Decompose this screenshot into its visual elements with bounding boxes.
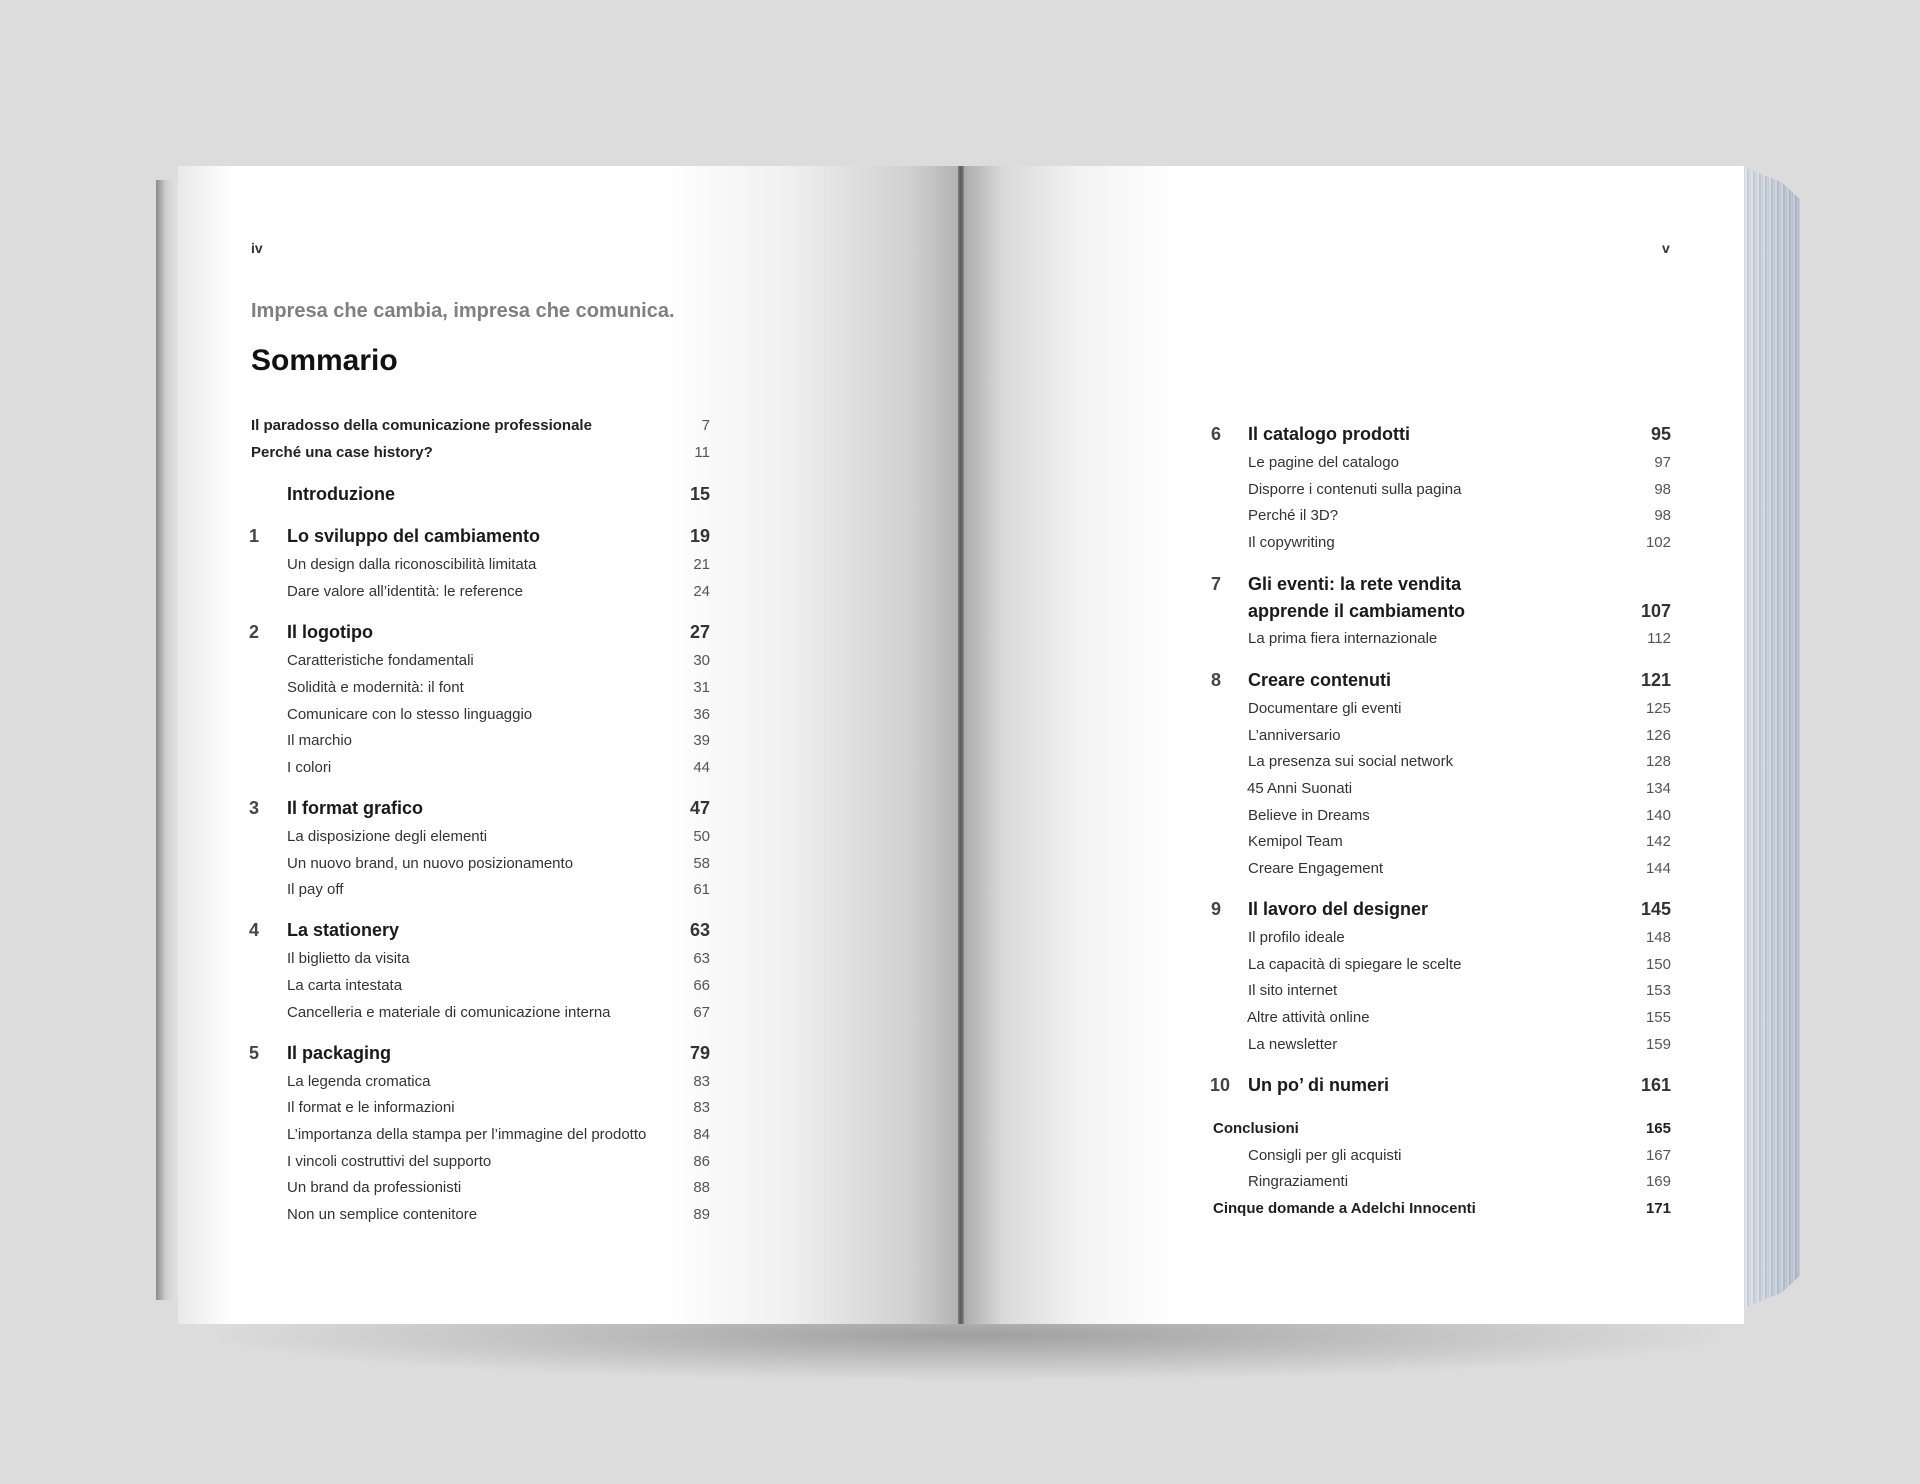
chapter-number: 4 [249,920,260,940]
toc-chapter-title: Il catalogo prodotti [1248,424,1410,444]
toc-page-number: 66 [693,977,710,994]
toc-page-number: 121 [1640,670,1671,690]
toc-final-entry: Cinque domande a Adelchi Innocenti [1213,1200,1476,1217]
toc-section: La disposizione degli elementi [287,828,488,845]
toc-page-number: 144 [1645,860,1671,877]
toc-page-number: 89 [693,1206,710,1223]
toc-page-number: 21 [693,556,710,573]
toc-section: Kemipol Team [1248,833,1343,850]
toc-page-number: 61 [693,881,710,898]
toc-page-number: 112 [1647,630,1671,647]
toc-page-number: 79 [689,1043,710,1063]
toc-chapter-title: Il packaging [287,1043,392,1063]
toc-section: Il profilo ideale [1248,929,1345,946]
toc-page-number: 128 [1645,753,1671,770]
toc-page-number: 86 [693,1153,710,1170]
chapter-number: 10 [1210,1075,1231,1095]
toc-section: La legenda cromatica [287,1073,431,1090]
toc-page-number: 125 [1645,700,1671,717]
toc-section: L’anniversario [1248,727,1341,744]
book-subtitle: Impresa che cambia, impresa che comunica. [251,300,675,322]
toc-page-number: 7 [701,417,710,434]
toc-section: L’importanza della stampa per l’immagine del prodotto [287,1126,647,1143]
toc-chapter-title-line2: apprende il cambiamento [1248,601,1466,621]
toc-page-number: 63 [689,920,710,940]
toc-section: La capacità di spiegare le scelte [1248,956,1462,973]
toc-page-number: 171 [1645,1200,1671,1217]
chapter-number: 9 [1211,899,1222,919]
toc-chapter-title: Il format grafico [287,798,424,818]
toc-page-number: 67 [693,1004,710,1021]
chapter-number: 6 [1211,424,1222,444]
left-folio: iv [251,240,263,256]
toc-section: Il sito internet [1248,982,1338,999]
toc-section: Il format e le informazioni [287,1099,455,1116]
toc-section: Perché il 3D? [1248,507,1339,524]
toc-chapter-title-line1: Gli eventi: la rete vendita [1248,574,1462,594]
toc-page-number: 63 [693,950,710,967]
toc-page-number: 11 [694,444,710,461]
chapter-number: 5 [249,1043,260,1063]
toc-section: La carta intestata [287,977,403,994]
chapter-number: 7 [1211,574,1222,594]
toc-section: La newsletter [1248,1036,1338,1053]
toc-chapter-title: Il logotipo [287,622,373,642]
chapter-number: 2 [249,622,260,642]
toc-page-number: 150 [1645,956,1671,973]
toc-page-number: 98 [1654,507,1671,524]
toc-chapter-title: Creare contenuti [1248,670,1392,690]
toc-page-number: 165 [1645,1120,1671,1137]
toc-page-number: 107 [1640,601,1671,621]
toc-section: Il marchio [287,732,353,749]
toc-page-number: 159 [1645,1036,1671,1053]
toc-page-number: 98 [1654,481,1671,498]
toc-page-number: 84 [693,1126,710,1143]
toc-page-number: 126 [1645,727,1671,744]
toc-chapter-title: Il lavoro del designer [1248,899,1429,919]
toc-section: Disporre i contenuti sulla pagina [1248,481,1462,498]
toc-page-number: 39 [693,732,710,749]
toc-section: La presenza sui social network [1248,753,1454,770]
toc-conclusion: Conclusioni [1213,1120,1299,1137]
toc-chapter-title: Lo sviluppo del cambiamento [287,526,541,546]
toc-page-number: 153 [1645,982,1671,999]
toc-section: Creare Engagement [1248,860,1384,877]
right-folio: v [1662,240,1670,256]
toc-section: Un nuovo brand, un nuovo posizionamento [287,855,574,872]
toc-page-number: 24 [693,583,710,600]
toc-section: Il biglietto da visita [287,950,410,967]
toc-section: Il copywriting [1248,534,1335,551]
toc-chapter-title: Un po’ di numeri [1248,1075,1390,1095]
book-cover-edge-left [156,180,180,1300]
toc-section: Documentare gli eventi [1248,700,1402,717]
toc-section: Non un semplice contenitore [287,1206,478,1223]
toc-page-number: 15 [689,484,710,504]
toc-page-number: 19 [689,526,710,546]
toc-page-number: 95 [1650,424,1671,444]
toc-section: Cancelleria e materiale di comunicazione interna [287,1004,611,1021]
toc-section: I colori [287,759,332,776]
toc-section: Un design dalla riconoscibilità limitata [287,556,537,573]
toc-section: Altre attività online [1247,1009,1370,1026]
toc-section: Dare valore all’identità: le reference [287,583,523,600]
page-title: Sommario [251,344,398,377]
toc-page-number: 155 [1645,1009,1671,1026]
chapter-number: 3 [249,798,260,818]
toc-page-number: 50 [693,828,710,845]
toc-section: Comunicare con lo stesso linguaggio [287,706,533,723]
toc-section: Ringraziamenti [1248,1173,1349,1190]
toc-section: Il pay off [287,881,344,898]
toc-page-number: 142 [1645,833,1671,850]
toc-section: Un brand da professionisti [287,1179,462,1196]
toc-page-number: 140 [1645,807,1671,824]
toc-section: La prima fiera internazionale [1248,630,1438,647]
toc-page-number: 134 [1645,780,1671,797]
toc-page-number: 169 [1645,1173,1671,1190]
toc-page-number: 27 [689,622,710,642]
toc-page-number: 102 [1645,534,1671,551]
toc-page-number: 30 [693,652,710,669]
toc-intro-entry: Introduzione [287,484,395,504]
toc-page-number: 36 [693,706,710,723]
chapter-number: 8 [1211,670,1222,690]
toc-section: Le pagine del catalogo [1248,454,1399,471]
toc-page-number: 167 [1645,1147,1671,1164]
toc-page-number: 161 [1640,1075,1671,1095]
chapter-number: 1 [249,526,260,546]
toc-page-number: 58 [693,855,710,872]
toc-front-entry: Perché una case history? [251,444,433,461]
toc-chapter-title: La stationery [287,920,400,940]
toc-page-number: 31 [693,679,710,696]
toc-page-number: 97 [1654,454,1671,471]
toc-page-number: 44 [693,759,710,776]
toc-section: Solidità e modernità: il font [287,679,464,696]
toc-section: Caratteristiche fondamentali [287,652,474,669]
toc-page-number: 148 [1645,929,1671,946]
toc-page-number: 83 [693,1073,710,1090]
toc-page-number: 83 [693,1099,710,1116]
toc-section: Consigli per gli acquisti [1248,1147,1402,1164]
book-spine [958,166,964,1324]
toc-page-number: 145 [1640,899,1671,919]
toc-page-number: 47 [689,798,710,818]
toc-front-entry: Il paradosso della comunicazione professionale [251,417,592,434]
book-page-block-shade [1738,165,1800,1310]
toc-page-number: 88 [693,1179,710,1196]
toc-section: Believe in Dreams [1248,807,1370,824]
toc-section: 45 Anni Suonati [1247,780,1353,797]
toc-section: I vincoli costruttivi del supporto [287,1153,492,1170]
